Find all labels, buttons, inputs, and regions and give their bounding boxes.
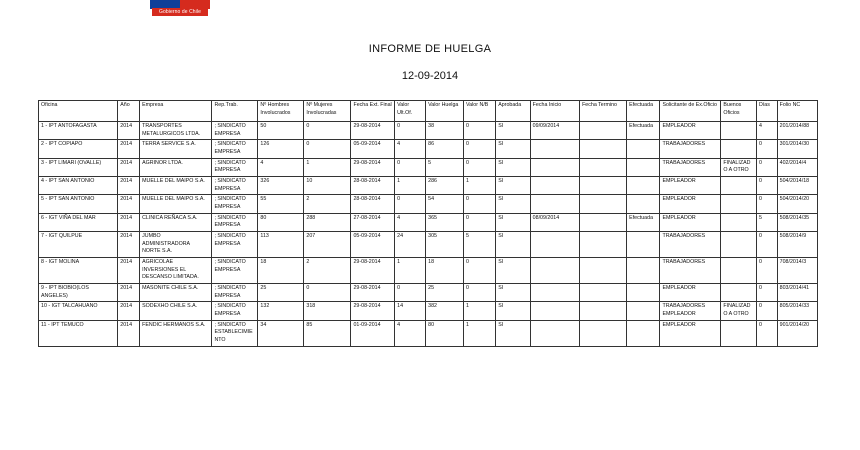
table-cell: 382 xyxy=(426,302,464,320)
table-cell: AGRINOR LTDA. xyxy=(140,158,212,176)
table-cell: 2 xyxy=(304,258,351,284)
table-cell xyxy=(530,284,579,302)
table-cell: 504/2014/18 xyxy=(777,177,817,195)
table-cell: 4 - IPT SAN ANTONIO xyxy=(39,177,118,195)
table-cell: MASONITE CHILE S.A. xyxy=(140,284,212,302)
header-row xyxy=(39,101,818,122)
table-cell xyxy=(580,258,627,284)
table-cell: 2014 xyxy=(118,177,140,195)
table-cell: 1 - IPT ANTOFAGASTA xyxy=(39,122,118,140)
column-header: Folio NC xyxy=(777,101,817,122)
table-cell: 9 - IPT BIOBIO(LOS ANGELES) xyxy=(39,284,118,302)
table-cell: 50 xyxy=(258,122,304,140)
table-cell xyxy=(530,177,579,195)
table-cell xyxy=(530,302,579,320)
table-cell xyxy=(530,232,579,258)
column-header: Efectuada xyxy=(627,101,660,122)
table-cell xyxy=(530,258,579,284)
table-cell: 5 xyxy=(426,158,464,176)
table-cell xyxy=(627,258,660,284)
table-body xyxy=(39,122,818,347)
column-header: Aprobada xyxy=(496,101,530,122)
table-cell: ; SINDICATO EMPRESA xyxy=(212,122,258,140)
table-cell xyxy=(721,122,757,140)
table-cell: 0 xyxy=(464,195,496,213)
table-cell xyxy=(580,320,627,346)
table-cell: 6 - IGT VIÑA DEL MAR xyxy=(39,213,118,231)
table-cell: SI xyxy=(496,195,530,213)
table-cell: 0 xyxy=(756,140,777,158)
table-cell: Efectuada xyxy=(627,122,660,140)
strike-report-table xyxy=(38,100,818,347)
table-cell: 80 xyxy=(426,320,464,346)
table-cell: 508/2014/9 xyxy=(777,232,817,258)
column-header: Valor N/B xyxy=(464,101,496,122)
column-header: Año xyxy=(118,101,140,122)
table-cell: FINALIZADO A OTRO xyxy=(721,158,757,176)
table-cell: 2014 xyxy=(118,302,140,320)
table-cell: 0 xyxy=(395,158,426,176)
table-cell xyxy=(580,122,627,140)
table-cell: 0 xyxy=(464,258,496,284)
table-cell: ; SINDICATO EMPRESA xyxy=(212,140,258,158)
column-header: Buenos Oficios xyxy=(721,101,757,122)
table-cell: 86 xyxy=(426,140,464,158)
column-header: Nº Hombres Involucrados xyxy=(258,101,304,122)
table-row xyxy=(39,213,818,231)
table-cell: 2014 xyxy=(118,320,140,346)
table-cell: SI xyxy=(496,302,530,320)
table-cell: 01-09-2014 xyxy=(351,320,395,346)
table-cell: SODEXHO CHILE S.A. xyxy=(140,302,212,320)
table-cell: Efectuada xyxy=(627,213,660,231)
table-cell: 1 xyxy=(304,158,351,176)
table-cell: 09/09/2014 xyxy=(530,122,579,140)
table-cell: 25 xyxy=(426,284,464,302)
table-cell xyxy=(627,177,660,195)
table-cell: 29-08-2014 xyxy=(351,302,395,320)
table-cell: 1 xyxy=(464,320,496,346)
table-row xyxy=(39,122,818,140)
table-cell: SI xyxy=(496,213,530,231)
table-cell: 3 - IPT LIMARI (OVALLE) xyxy=(39,158,118,176)
table-cell: 0 xyxy=(756,302,777,320)
table-cell: ; SINDICATO ESTABLECIMIENTO xyxy=(212,320,258,346)
column-header: Valor Huelga xyxy=(426,101,464,122)
table-cell: EMPLEADOR xyxy=(660,122,721,140)
table-cell: 288 xyxy=(304,213,351,231)
table-cell xyxy=(580,284,627,302)
table-cell: EMPLEADOR xyxy=(660,320,721,346)
table-cell: 25 xyxy=(258,284,304,302)
table-cell: 29-08-2014 xyxy=(351,284,395,302)
table-cell: 34 xyxy=(258,320,304,346)
column-header: Días xyxy=(756,101,777,122)
column-header: Fecha Inicio xyxy=(530,101,579,122)
table-cell: 0 xyxy=(395,122,426,140)
table-cell: 54 xyxy=(426,195,464,213)
table-cell: SI xyxy=(496,177,530,195)
table-cell xyxy=(627,302,660,320)
table-cell: SI xyxy=(496,140,530,158)
table-cell: 2014 xyxy=(118,258,140,284)
table-cell: 4 xyxy=(395,213,426,231)
table-cell: 2014 xyxy=(118,213,140,231)
table-cell: 05-09-2014 xyxy=(351,232,395,258)
table-cell: SI xyxy=(496,284,530,302)
table-cell: 38 xyxy=(426,122,464,140)
table-cell: 1 xyxy=(464,177,496,195)
table-cell: TRABAJADORES EMPLEADOR xyxy=(660,302,721,320)
table-cell: 1 xyxy=(395,177,426,195)
table-cell: 4 xyxy=(395,140,426,158)
table-cell: 0 xyxy=(756,284,777,302)
table-cell xyxy=(721,232,757,258)
table-cell: 08/09/2014 xyxy=(530,213,579,231)
table-cell: 708/2014/3 xyxy=(777,258,817,284)
table-cell xyxy=(721,284,757,302)
table-cell: 301/2014/30 xyxy=(777,140,817,158)
table-cell: 0 xyxy=(756,195,777,213)
table-cell: 0 xyxy=(464,213,496,231)
table-cell: 29-08-2014 xyxy=(351,258,395,284)
table-cell: ; SINDICATO EMPRESA xyxy=(212,284,258,302)
table-cell: 207 xyxy=(304,232,351,258)
table-cell: 1 xyxy=(464,302,496,320)
table-cell: 4 xyxy=(258,158,304,176)
table-cell: 85 xyxy=(304,320,351,346)
table-cell: FINALIZADO A OTRO xyxy=(721,302,757,320)
table-cell: 0 xyxy=(464,140,496,158)
table-cell: TRANSPORTES METALURGICOS LTDA. xyxy=(140,122,212,140)
table-cell: 5 xyxy=(464,232,496,258)
table-cell: 10 xyxy=(304,177,351,195)
table-cell: 0 xyxy=(304,140,351,158)
table-cell xyxy=(627,195,660,213)
table-cell: 2014 xyxy=(118,195,140,213)
table-cell: EMPLEADOR xyxy=(660,177,721,195)
column-header: Empresa xyxy=(140,101,212,122)
table-cell: 18 xyxy=(258,258,304,284)
table-cell: 2014 xyxy=(118,158,140,176)
table-cell xyxy=(627,232,660,258)
table-cell xyxy=(721,140,757,158)
table-cell xyxy=(580,140,627,158)
column-header: Nº Mujeres Involucradas xyxy=(304,101,351,122)
table-cell: CLINICA REÑACA S.A. xyxy=(140,213,212,231)
table-cell: 508/2014/35 xyxy=(777,213,817,231)
table-cell: 326 xyxy=(258,177,304,195)
table-row xyxy=(39,232,818,258)
table-cell: 28-08-2014 xyxy=(351,195,395,213)
table-cell xyxy=(580,302,627,320)
table-cell: JUMBO ADMINISTRADORA NORTE S.A. xyxy=(140,232,212,258)
table-cell: 402/2014/4 xyxy=(777,158,817,176)
table-cell: 80 xyxy=(258,213,304,231)
logo-text: Gobierno de Chile xyxy=(152,8,208,16)
table-cell: ; SINDICATO EMPRESA xyxy=(212,232,258,258)
table-cell: 0 xyxy=(756,320,777,346)
table-cell: 55 xyxy=(258,195,304,213)
table-cell: 27-08-2014 xyxy=(351,213,395,231)
table-cell: ; SINDICATO EMPRESA xyxy=(212,158,258,176)
table-cell: 2 xyxy=(304,195,351,213)
table-cell xyxy=(580,213,627,231)
table-cell: 305 xyxy=(426,232,464,258)
table-row xyxy=(39,302,818,320)
table-cell: ; SINDICATO EMPRESA xyxy=(212,302,258,320)
table-cell: TRABAJADORES xyxy=(660,158,721,176)
table-cell: FENDIC HERMANOS S.A. xyxy=(140,320,212,346)
table-cell: MUELLE DEL MAIPO S.A. xyxy=(140,177,212,195)
table-cell: 29-08-2014 xyxy=(351,158,395,176)
table-cell: 0 xyxy=(395,195,426,213)
table-cell: 1 xyxy=(395,258,426,284)
table-cell: 286 xyxy=(426,177,464,195)
column-header: Solicitante de Ex.Oficio xyxy=(660,101,721,122)
column-header: Fecha Ext. Final xyxy=(351,101,395,122)
table-cell xyxy=(721,213,757,231)
table-cell xyxy=(530,140,579,158)
table-cell xyxy=(580,177,627,195)
table-cell: 0 xyxy=(756,232,777,258)
table-cell: 28-08-2014 xyxy=(351,177,395,195)
gobierno-logo xyxy=(150,0,210,16)
table-cell: EMPLEADOR xyxy=(660,284,721,302)
table-cell: 10 - IGT TALCAHUANO xyxy=(39,302,118,320)
table-cell: 504/2014/20 xyxy=(777,195,817,213)
table-cell: 0 xyxy=(395,284,426,302)
table-cell xyxy=(721,320,757,346)
table-cell: 14 xyxy=(395,302,426,320)
table-cell xyxy=(627,284,660,302)
table-row xyxy=(39,320,818,346)
table-cell: 0 xyxy=(464,158,496,176)
table-cell: SI xyxy=(496,258,530,284)
table-cell xyxy=(580,158,627,176)
table-cell: 901/2014/20 xyxy=(777,320,817,346)
table-cell: SI xyxy=(496,320,530,346)
table-cell: 0 xyxy=(304,122,351,140)
table-cell: 5 xyxy=(756,213,777,231)
table-cell: 0 xyxy=(756,177,777,195)
table-cell: 4 xyxy=(395,320,426,346)
table-cell: 7 - IGT QUILPUE xyxy=(39,232,118,258)
table-cell: 318 xyxy=(304,302,351,320)
table-cell: AGRICOLAE INVERSIONES EL DESCANSO LIMITADA. xyxy=(140,258,212,284)
table-cell: EMPLEADOR xyxy=(660,195,721,213)
table-cell: 24 xyxy=(395,232,426,258)
table-row xyxy=(39,258,818,284)
table-cell: 0 xyxy=(756,258,777,284)
table-cell: 805/2014/33 xyxy=(777,302,817,320)
column-header: Oficina xyxy=(39,101,118,122)
table-cell: TRABAJADORES xyxy=(660,258,721,284)
column-header: Rep.Trab. xyxy=(212,101,258,122)
column-header: Fecha Termino xyxy=(580,101,627,122)
table-cell: 5 - IPT SAN ANTONIO xyxy=(39,195,118,213)
table-cell: 18 xyxy=(426,258,464,284)
table-cell: ; SINDICATO EMPRESA xyxy=(212,195,258,213)
table-row xyxy=(39,195,818,213)
table-cell xyxy=(580,232,627,258)
table-cell: 113 xyxy=(258,232,304,258)
report-date: 12-09-2014 xyxy=(401,70,459,82)
table-cell: 2014 xyxy=(118,232,140,258)
table-cell: 0 xyxy=(756,158,777,176)
table-cell: SI xyxy=(496,232,530,258)
table-cell: 0 xyxy=(464,122,496,140)
table-cell: 29-08-2014 xyxy=(351,122,395,140)
table-cell: 05-09-2014 xyxy=(351,140,395,158)
table-cell: TERRA SERVICE S.A. xyxy=(140,140,212,158)
table-cell: 11 - IPT TEMUCO xyxy=(39,320,118,346)
table-cell xyxy=(530,158,579,176)
table-cell: 2 - IPT COPIAPO xyxy=(39,140,118,158)
report-title: INFORME DE HUELGA xyxy=(368,43,492,55)
table-cell: EMPLEADOR xyxy=(660,213,721,231)
table-cell: 126 xyxy=(258,140,304,158)
table-cell: TRABAJADORES xyxy=(660,232,721,258)
table-cell: 2014 xyxy=(118,140,140,158)
table-cell xyxy=(721,195,757,213)
table-cell: ; SINDICATO EMPRESA xyxy=(212,177,258,195)
table-cell: 2014 xyxy=(118,284,140,302)
table-cell: ; SINDICATO EMPRESA xyxy=(212,213,258,231)
table-row xyxy=(39,158,818,176)
table-cell: 0 xyxy=(304,284,351,302)
table-cell: 2014 xyxy=(118,122,140,140)
table-cell xyxy=(721,258,757,284)
table-cell: SI xyxy=(496,122,530,140)
table-cell: 4 xyxy=(756,122,777,140)
table-cell: MUELLE DEL MAIPO S.A. xyxy=(140,195,212,213)
table-cell xyxy=(530,195,579,213)
table-cell: SI xyxy=(496,158,530,176)
column-header: Valor Ult.Of. xyxy=(395,101,426,122)
table-cell xyxy=(627,158,660,176)
table-cell xyxy=(721,177,757,195)
table-cell: 0 xyxy=(464,284,496,302)
table-row xyxy=(39,177,818,195)
table-cell: 803/2014/41 xyxy=(777,284,817,302)
table-cell: 132 xyxy=(258,302,304,320)
table-cell: 201/2014/88 xyxy=(777,122,817,140)
table-cell xyxy=(627,320,660,346)
table-cell xyxy=(530,320,579,346)
table-row xyxy=(39,140,818,158)
table-header xyxy=(39,101,818,122)
table-cell: 8 - IGT MOLINA xyxy=(39,258,118,284)
table-row xyxy=(39,284,818,302)
table-cell: ; SINDICATO EMPRESA xyxy=(212,258,258,284)
table-cell: TRABAJADORES xyxy=(660,140,721,158)
table-cell xyxy=(580,195,627,213)
table-cell xyxy=(627,140,660,158)
table-cell: 365 xyxy=(426,213,464,231)
